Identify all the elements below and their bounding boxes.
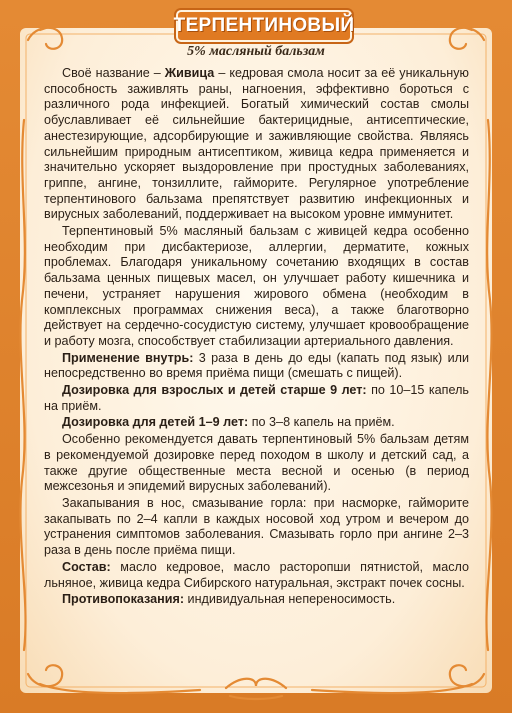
paragraph-composition: Состав: масло кедровое, масло расторопши пятнистой, масло льняное, живица кедра Сибирского натуральная, экстракт почек сосны. — [44, 559, 469, 590]
keyword-zhivitsa: Живица — [164, 66, 215, 80]
paragraph-dosage-adults: Дозировка для взрослых и детей старше 9 лет: по 10–15 капель на приём. — [44, 383, 469, 413]
label-composition: Состав: — [62, 559, 111, 574]
page-title: ТЕРПЕНТИНОВЫЙ — [173, 15, 355, 36]
paragraph-intro: Своё название – Живица – кедровая смола носит за её уникальную способность заживлять раны, нагноения, эффективно бороться с различного рода инфекцией. Богатый химический состав смолы обуславливает её сильнейшие бактерицидные, антисептические, анестезирующие, адсорбирующие и заживляющие свойства. Являясь сильнейшим природным антисептиком, живица кедра применяется и значительно ускоряет выздоровление при простудных заболеваниях, гриппе, ангине, тонзиллите, гайморите. Регулярное употребление терпентинового бальзама препятствует развитию инфекционных и вирусных заболеваний, поддерживает на высоком уровне иммунитет. — [44, 66, 469, 222]
paragraph-children-recommendation: Особенно рекомендуется давать терпентиновый 5% бальзам детям в рекомендуемой дозировке перед походом в школу и детский сад, а также другие общественные места весной и осенью (в период межсезонья и эпидемий вирусных заболеваний). — [44, 432, 469, 494]
paragraph-contraindications: Противопоказания: индивидуальная непереносимость. — [62, 592, 396, 607]
paragraph-nasal-use: Закапывания в нос, смазывание горла: при насморке, гайморите закапывать по 2–4 капли в каждых носовой ход утром и вечером до устранения симптомов заболевания. Смазывать горло при ангине 2–3 раза в день после приёма пищи. — [44, 495, 469, 558]
paragraph-internal-use: Применение внутрь: 3 раза в день до еды (капать под язык) или непосредственно во время приёма пищи (смешать с пищей). — [44, 350, 470, 381]
description-text — [44, 66, 469, 608]
paragraph-benefits: Терпентиновый 5% масляный бальзам с живицей кедра особенно необходим при дисбактериозе, аллергии, дерматите, кожных проблемах. Благодаря уникальному сочетанию входящих в состав бальзама ценных пищевых масел, он улучшает работу кишечника и печени, устраняет нарушения жирового обмена (необходим в комплексных программах снижения веса), а также благотворно действует на сердечно-сосудистую систему, улучшает кровообращение и работу мозга, способствует стабилизации артериального давления. — [44, 224, 469, 348]
label-dosage-adults: Дозировка для взрослых и детей старше 9 лет: — [62, 383, 367, 398]
page-subtitle: 5% масляный бальзам — [187, 44, 325, 59]
label-dosage-children: Дозировка для детей 1–9 лет: — [62, 415, 249, 430]
label-internal-use: Применение внутрь: — [62, 350, 194, 365]
paragraph-dosage-children: Дозировка для детей 1–9 лет: по 3–8 капель на приём. — [62, 415, 395, 430]
title-banner — [173, 10, 355, 42]
label-contraindications: Противопоказания: — [62, 592, 185, 607]
